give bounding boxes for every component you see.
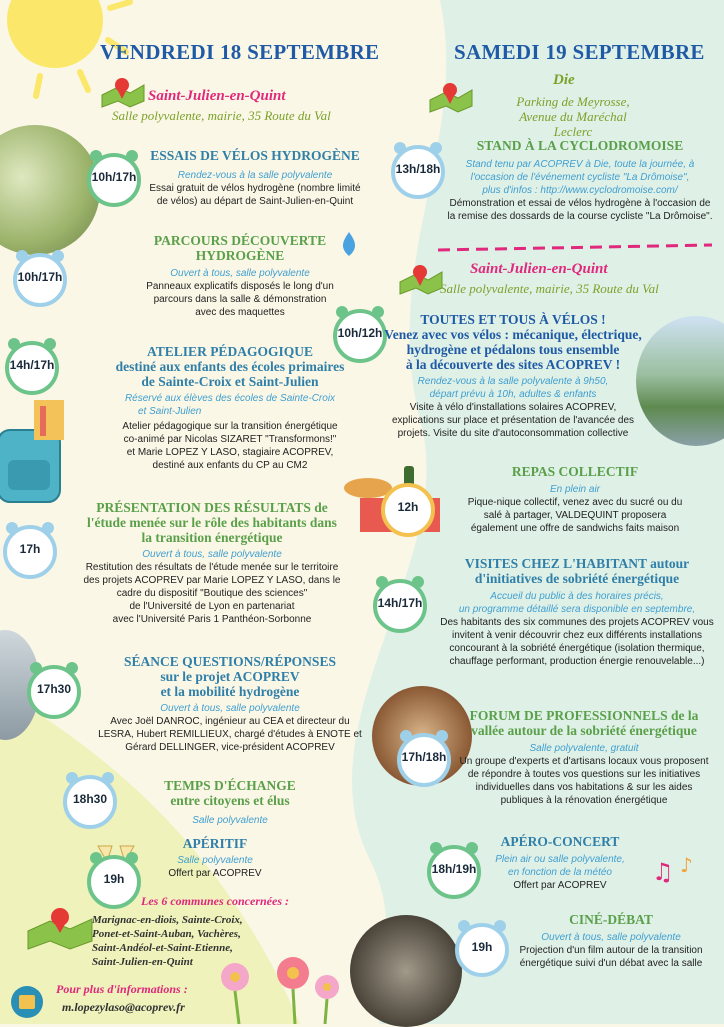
right-venue-sjq: Saint-Julien-en-Quint [470, 261, 608, 277]
event-time: 17h/18h [401, 750, 447, 764]
right-address-sjq: Salle polyvalente, mairie, 35 Route du Val [440, 281, 659, 296]
clock-icon [2, 336, 62, 396]
commune-line: Ponet-et-Saint-Auban, Vachères, [92, 928, 241, 940]
left-venue: Saint-Julien-en-Quint [148, 88, 286, 104]
event-time: 19h [103, 872, 125, 886]
right-day-title: SAMEDI 19 SEPTEMBRE [454, 40, 705, 64]
sun-icon [7, 0, 103, 68]
event-time: 10h/17h [91, 170, 137, 184]
school-bag-icon [0, 400, 74, 510]
event-temps-echange: TEMPS D'ÉCHANGE entre citoyens et élus Salle polyvalente [164, 778, 296, 826]
event-time: 17h [19, 542, 41, 556]
event-time: 18h/19h [431, 862, 477, 876]
info-email[interactable]: m.lopezylaso@acoprev.fr [62, 1000, 185, 1014]
event-time: 13h/18h [395, 162, 441, 176]
event-time: 19h [471, 940, 493, 954]
event-time: 14h/17h [9, 358, 55, 372]
event-apero-concert: APÉRO-CONCERT Plein air ou salle polyvalente, en fonction de la météo Offert par ACOPREV [495, 834, 625, 891]
map-pin-icon [100, 75, 146, 109]
event-time: 10h/17h [17, 270, 63, 284]
left-day-title: VENDREDI 18 SEPTEMBRE [100, 40, 380, 64]
clock-icon [378, 478, 438, 538]
clock-icon [370, 574, 430, 634]
communes-title: Les 6 communes concernées : [141, 894, 289, 908]
event-time: 10h/12h [337, 326, 383, 340]
clock-icon [0, 520, 60, 580]
clock-icon [24, 660, 84, 720]
left-address: Salle polyvalente, mairie, 35 Route du Val [112, 108, 331, 123]
clock-icon [388, 140, 448, 200]
commune-line: Saint-Andéol-et-Saint-Etienne, [92, 942, 233, 954]
svg-text:♫: ♫ [652, 858, 674, 886]
music-notes-icon [650, 850, 710, 890]
event-repas: REPAS COLLECTIF En plein air Pique-nique collectif, venez avec du sucré ou du salé à partager, VALDEQUINT proposera également une offre de sandwichs faits maison [467, 464, 683, 534]
clock-icon [60, 770, 120, 830]
info-title: Pour plus d'informations : [56, 982, 188, 996]
event-time: 17h30 [36, 682, 72, 696]
clock-icon [394, 728, 454, 788]
event-time: 18h30 [72, 792, 108, 806]
clock-icon [10, 248, 70, 308]
event-time: 12h [397, 500, 419, 514]
event-presentation: PRÉSENTATION DES RÉSULTATS de l'étude menée sur le rôle des habitants dans la transition énergétique Ouvert à tous, salle polyvalente Restitution des résultats de l'étude menée sur le territoire des projets ACOPREV par Marie LOPEZ Y LASO, dans le cadre du dispositif "Boutique des sciences" de l'Université de Lyon en partenariat avec l'Université Paris 1 Panthéon-Sorbonne [83, 500, 341, 625]
right-venue-die: Die [553, 72, 575, 88]
event-atelier: ATELIER PÉDAGOGIQUE destiné aux enfants des écoles primaires de Sainte-Croix et Saint-Julien Réservé aux élèves des écoles de Sainte-Croix et Saint-Julien Atelier pédagogique sur la transition énergétique co-animé par Nicolas SIZARET "Transformons!" et Marie LOPEZ Y LASO, stagiaire ACOPREV, destiné aux enfants du CP au CM2 [115, 344, 345, 471]
event-parcours: PARCOURS DÉCOUVERTE HYDROGÈNE Ouvert à tous, salle polyvalente Panneaux explicatifs disposés le long d'un parcours dans la salle & démonstration avec des maquettes [146, 233, 334, 318]
commune-line: Marignac-en-diois, Sainte-Croix, [92, 914, 243, 926]
map-pin-icon [398, 262, 444, 296]
info-badge-icon [10, 985, 44, 1019]
event-visites: VISITES CHEZ L'HABITANT autour d'initiatives de sobriété énergétique Accueil du public à des horaires précis, un programme détaillé sera disponible en septembre, Des habitants des six communes des projets ACOPREV vous invitent à venir découvrir chez eux différents installations concourant à la sobriété énergétique (isolation thermique, chauffage performant, production énergie renouvelable...) [440, 556, 714, 667]
event-forum: FORUM DE PROFESSIONNELS de la vallée autour de la sobriété énergétique Salle polyvalente, gratuit Un groupe d'experts et d'artisans locaux vous proposent de répondre à toutes vos questions sur les initiatives individuelles dans vos habitations & sur les aides publiques à la rénovation énergétique [459, 708, 709, 806]
right-address-die: Parking de Meyrosse, Avenue du Maréchal Leclerc [516, 94, 630, 139]
event-velos: TOUTES ET TOUS À VÉLOS ! Venez avec vos vélos : mécanique, électrique, hydrogène et pédalons tous ensemble à la découverte des sites ACOPREV ! Rendez-vous à la salle polyvalente à 9h50, départ prévu à 10h, adultes & enfants Visite à vélo d'installations solaires ACOPREV, explications sur place et présentation de l'avancée des projets. Visite du site d'autoconsommation collective [384, 312, 642, 439]
event-essais-velos: ESSAIS DE VÉLOS HYDROGÈNE Rendez-vous à la salle polyvalente Essai gratuit de vélos hydrogène (nombre limité de vélos) au départ de Saint-Julien-en-Quint [149, 148, 361, 207]
communes-block [70, 894, 360, 969]
map-pin-icon [428, 80, 474, 114]
event-stand: STAND À LA CYCLODROMOISE Stand tenu par ACOPREV à Die, toute la journée, à l'occasion de l'événement cycliste "La Drômoise", plus d'infos : http://www.cyclodromoise.com/ Démonstration et essai de vélos hydrogène à l'occasion de la remise des dossards de la course cycliste "La Drômoise". [447, 138, 713, 222]
svg-text:♪: ♪ [680, 853, 693, 877]
event-time: 14h/17h [377, 596, 423, 610]
event-aperitif: APÉRITIF Salle polyvalente Offert par ACOPREV [168, 836, 262, 879]
event-seance: SÉANCE QUESTIONS/RÉPONSES sur le projet ACOPREV et la mobilité hydrogène Ouvert à tous, salle polyvalente Avec Joël DANROC, ingénieur au CEA et directeur du LESRA, Hubert REMILLIEUX, chargé d'études à ENOTE et Gérard DELLINGER, vice-président ACOPREV [98, 654, 362, 753]
event-cine-debat: CINÉ-DÉBAT Ouvert à tous, salle polyvalente Projection d'un film autour de la transition énergétique suivi d'un débat avec la salle [519, 912, 703, 969]
film-projector-photo [350, 915, 462, 1027]
commune-line: Saint-Julien-en-Quint [92, 956, 193, 968]
